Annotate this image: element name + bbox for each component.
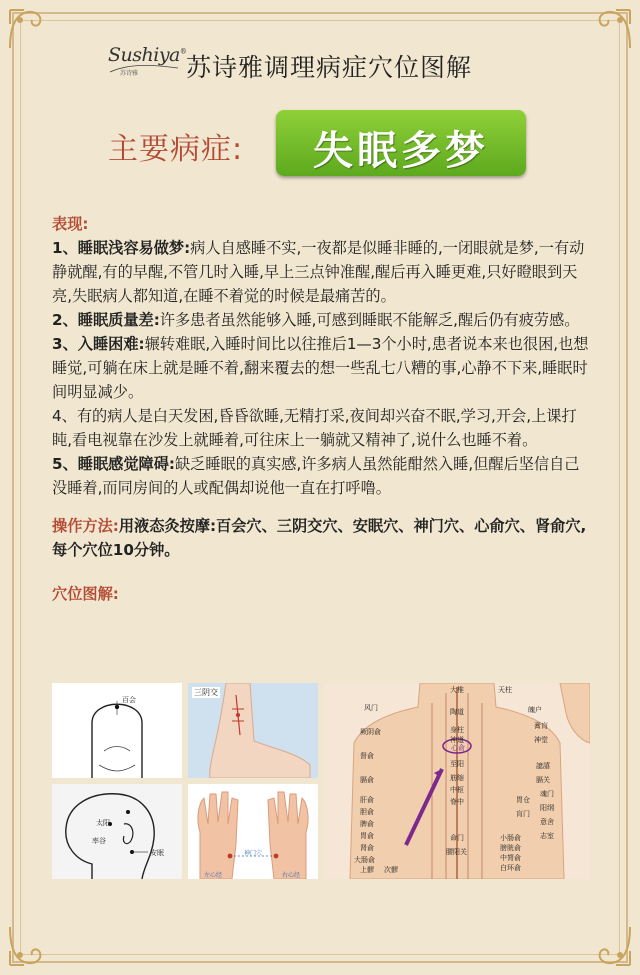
acupoint-label: 命门 — [450, 834, 464, 842]
acupoint-label: 胃仓 — [516, 796, 530, 804]
acupoint-label: 膀胱俞 — [500, 844, 521, 852]
acupoint-label: 陶道 — [450, 708, 464, 716]
head-top-illustration-icon — [52, 683, 182, 778]
logo-swirl-icon — [108, 62, 180, 76]
main-content — [52, 212, 594, 606]
acupoint-label: 神堂 — [534, 736, 548, 744]
symptom-text: 病人自感睡不实,一夜都是似睡非睡的,一闭眼就是梦,一有动静就醒,有的早醒,不管几时入睡,早上三点钟准醒,醒后再入睡更难,只好瞪眼到天亮,失眠病人都知道,在睡不着觉的时候是最痛苦的。 — [52, 239, 585, 305]
symptom-item — [52, 308, 594, 332]
symptom-item — [52, 236, 594, 308]
hands-illustration-icon — [188, 784, 318, 879]
acupoint-label: 三阴交 — [194, 688, 218, 697]
acupoint-label: 神门穴 — [244, 850, 263, 857]
acupoint-label: 肝俞 — [360, 796, 374, 804]
acupoint-label: 左心经 — [204, 872, 223, 879]
corner-ornament-icon — [6, 923, 52, 969]
acupoint-label: 膈俞 — [360, 776, 374, 784]
acupoint-label: 胃俞 — [360, 832, 374, 840]
disease-banner — [0, 108, 640, 180]
acupoint-label: 譩譆 — [536, 762, 550, 770]
acupoint-label: 太阳 — [96, 819, 110, 827]
corner-ornament-icon — [588, 923, 634, 969]
acupoint-label: 小肠俞 — [500, 834, 521, 842]
disease-label: 主要病症: — [108, 132, 244, 167]
logo-subtext: 苏诗雅 — [120, 70, 139, 77]
acupoint-label: 腰阳关 — [446, 848, 467, 856]
symptom-head: 3、入睡困难: — [52, 335, 145, 353]
operation-label: 操作方法: — [52, 517, 119, 535]
acupoint-label: 心俞 — [451, 744, 465, 752]
acupoint-label: 意舍 — [540, 818, 554, 826]
acupoint-label: 风门 — [364, 704, 378, 712]
symptom-text: 辗转难眠,入睡时间比以往推后1—3个小时,患者说本来也很困,也想睡觉,可躺在床上就是睡不着,翻来覆去的想一些乱七八糟的事,心静不下来,睡眠时间明显减少。 — [52, 335, 589, 401]
acupoint-label: 天柱 — [498, 686, 512, 694]
acupoint-label: 志室 — [540, 832, 554, 840]
symptom-text: 许多患者虽然能够入睡,可感到睡眠不能解乏,醒后仍有疲劳感。 — [159, 311, 580, 329]
brand-logo — [108, 44, 187, 84]
operation-method — [52, 514, 594, 562]
symptoms-title: 表现: — [52, 215, 89, 233]
acupoint-label: 次髎 — [384, 866, 398, 874]
acupoint-label: 脾俞 — [360, 820, 374, 828]
back-acupoints-figure — [324, 683, 590, 879]
acupoint-label: 魄户 — [528, 706, 542, 714]
acupoint-label: 肾俞 — [360, 844, 374, 852]
acupoint-label: 安眠 — [150, 849, 164, 857]
symptom-item — [52, 452, 594, 500]
acupoint-label: 厥阴俞 — [360, 728, 381, 736]
acupoint-label: 膈关 — [536, 776, 550, 784]
head-side-illustration-icon — [52, 784, 182, 879]
acupoint-label: 至阳 — [450, 760, 464, 768]
acupoint-label: 百会 — [122, 696, 136, 704]
acupoint-label: 肓门 — [516, 810, 530, 818]
logo-wordmark: Sushiya® — [108, 44, 187, 66]
head-side-figure — [52, 784, 182, 879]
symptom-item — [52, 332, 594, 404]
acupoint-label: 魂门 — [540, 790, 554, 798]
disease-badge — [276, 110, 526, 176]
symptom-item — [52, 404, 594, 452]
acupoint-label: 率谷 — [92, 837, 106, 845]
symptom-head: 2、睡眠质量差: — [52, 311, 160, 329]
hands-figure — [188, 784, 318, 879]
acupoint-label: 大肠俞 — [354, 856, 375, 864]
figures-title: 穴位图解: — [52, 585, 119, 603]
acupoint-label: 上髎 — [360, 866, 374, 874]
symptom-text: 缺乏睡眠的真实感,许多病人虽然能酣然入睡,但醒后坚信自己没睡着,而同房间的人或配偶却说他一直在打呼噜。 — [52, 455, 580, 497]
acupoint-label: 右心经 — [282, 872, 301, 879]
acupoint-label: 筋缩 — [450, 774, 464, 782]
acupoint-label: 大椎 — [450, 686, 464, 694]
symptom-head: 5、睡眠感觉障碍: — [52, 455, 175, 473]
acupoint-label: 白环俞 — [500, 864, 521, 872]
acupoint-label: 神道 — [450, 736, 464, 744]
acupoint-label: 中枢 — [450, 786, 464, 794]
disease-name: 失眠多梦 — [313, 128, 489, 174]
acupoint-label: 脊中 — [450, 798, 464, 806]
header — [0, 36, 640, 96]
symptom-head: 1、睡眠浅容易做梦: — [52, 239, 191, 257]
page-title: 苏诗雅调理病症穴位图解 — [186, 53, 473, 82]
symptom-text: 4、有的病人是白天发困,昏昏欲睡,无精打采,夜间却兴奋不眠,学习,开会,上课打盹,看电视靠在沙发上就睡着,可往床上一躺就又精神了,说什么也睡不着。 — [52, 407, 577, 449]
operation-text: 用液态灸按摩:百会穴、三阴交穴、安眠穴、神门穴、心俞穴、肾俞穴,每个穴位10分钟。 — [52, 517, 587, 559]
acupoint-label: 阳纲 — [540, 804, 554, 812]
acupoint-label: 中膂俞 — [500, 854, 521, 862]
acupoint-label: 膏肓 — [534, 722, 548, 730]
acupoint-label: 督俞 — [360, 752, 374, 760]
ankle-figure — [188, 683, 318, 778]
acupoint-label: 身柱 — [450, 726, 464, 734]
acupoint-label: 胆俞 — [360, 808, 374, 816]
head-top-figure — [52, 683, 182, 778]
